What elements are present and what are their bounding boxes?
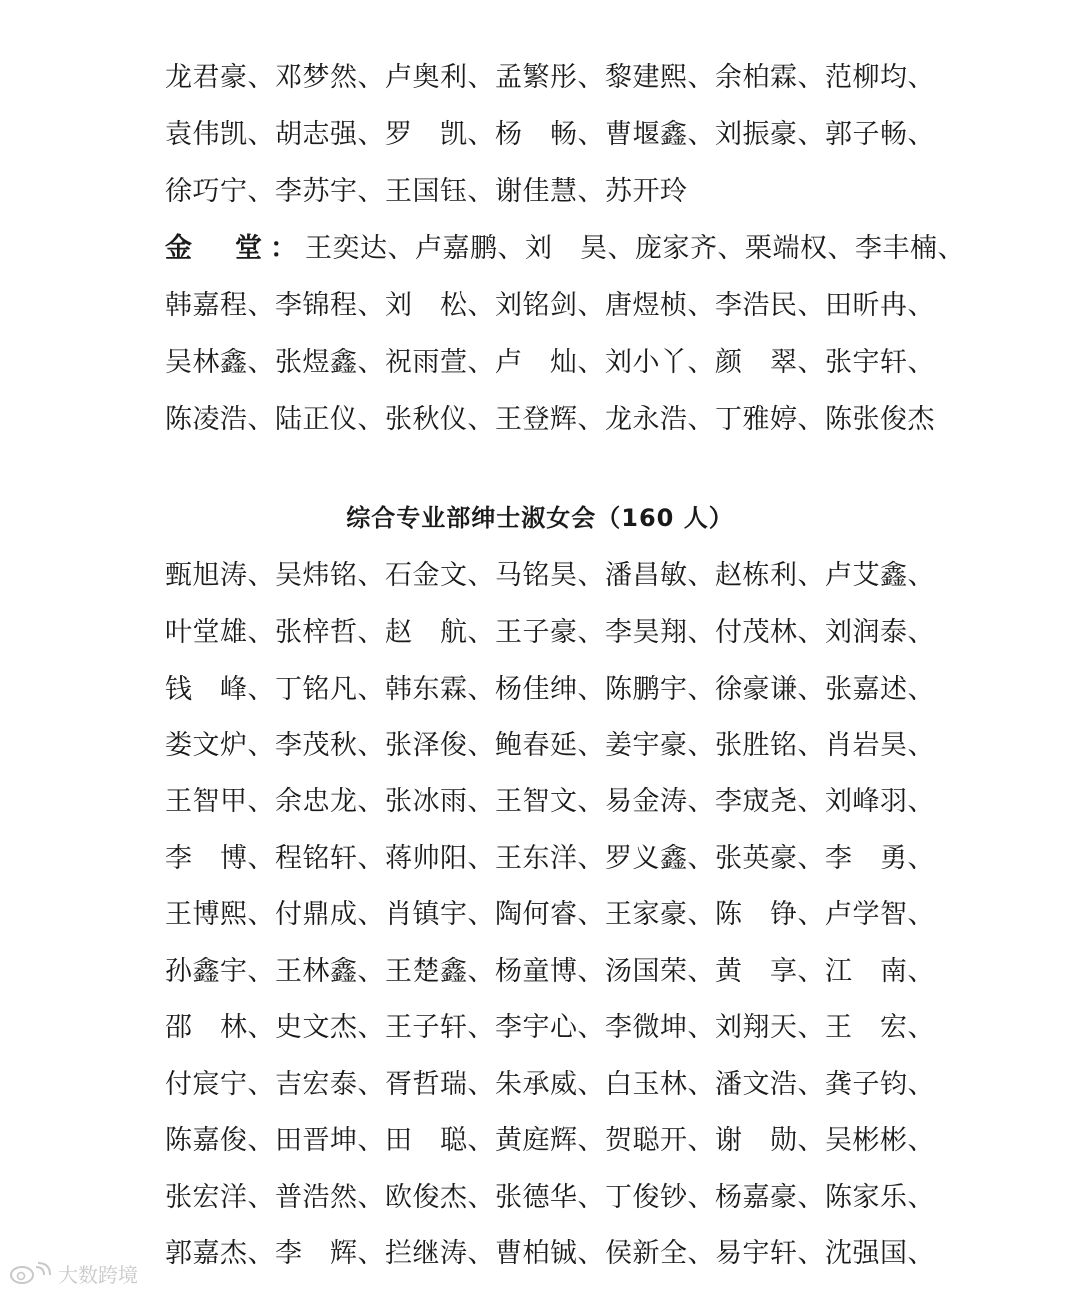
name-list-line: 张宏洋、普浩然、欧俊杰、张德华、丁俊钞、杨嘉豪、陈家乐、 bbox=[165, 1182, 935, 1213]
name-list-line: 王博熙、付鼎成、肖镇宇、陶何睿、王家豪、陈 铮、卢学智、 bbox=[165, 899, 935, 930]
name-list-line: 付宸宁、吉宏泰、胥哲瑞、朱承威、白玉林、潘文浩、龚子钧、 bbox=[165, 1069, 935, 1100]
name-list-line: 袁伟凯、胡志强、罗 凯、杨 畅、曹堰鑫、刘振豪、郭子畅、 bbox=[165, 119, 935, 150]
name-list-line: 吴林鑫、张煜鑫、祝雨萱、卢 灿、刘小丫、颜 翠、张宇轩、 bbox=[165, 347, 935, 378]
name-list-line: 李 博、程铭轩、蒋帅阳、王东洋、罗义鑫、张英豪、李 勇、 bbox=[165, 843, 935, 874]
name-list-line: 陈凌浩、陆正仪、张秋仪、王登辉、龙永浩、丁雅婷、陈张俊杰 bbox=[165, 404, 935, 435]
name-list-text: 王奕达、卢嘉鹏、刘 昊、庞家齐、栗端权、李丰楠、 bbox=[305, 233, 965, 264]
name-list-line: 王智甲、余忠龙、张冰雨、王智文、易金涛、李宬尧、刘峰羽、 bbox=[165, 786, 935, 817]
name-list-line: 甄旭涛、吴炜铭、石金文、马铭昊、潘昌敏、赵栋利、卢艾鑫、 bbox=[165, 560, 935, 591]
weibo-logo-icon bbox=[8, 1261, 52, 1285]
jintang-label: 金 堂： bbox=[165, 233, 305, 264]
name-list-line: 邵 林、史文杰、王子轩、李宇心、李微坤、刘翔天、王 宏、 bbox=[165, 1012, 935, 1043]
name-list-line: 徐巧宁、李苏宇、王国钰、谢佳慧、苏开玲 bbox=[165, 176, 688, 207]
name-list-line: 孙鑫宇、王林鑫、王楚鑫、杨童博、汤国荣、黄 享、江 南、 bbox=[165, 956, 935, 987]
name-list-line: 郭嘉杰、李 辉、拦继涛、曹柏铖、侯新全、易宇轩、沈强国、 bbox=[165, 1238, 935, 1269]
watermark bbox=[8, 1258, 138, 1288]
name-list-line: 龙君豪、邓梦然、卢奥利、孟繁彤、黎建熙、余柏霖、范柳均、 bbox=[165, 62, 935, 93]
jintang-first-line bbox=[165, 229, 965, 269]
watermark-text: 大数跨境 bbox=[58, 1262, 138, 1287]
name-list-line: 陈嘉俊、田晋坤、田 聪、黄庭辉、贺聪开、谢 勋、吴彬彬、 bbox=[165, 1125, 935, 1156]
name-list-line: 娄文炉、李茂秋、张泽俊、鲍春延、姜宇豪、张胜铭、肖岩昊、 bbox=[165, 730, 935, 761]
name-list-line: 钱 峰、丁铭凡、韩东霖、杨佳绅、陈鹏宇、徐豪谦、张嘉述、 bbox=[165, 674, 935, 705]
name-list-line: 韩嘉程、李锦程、刘 松、刘铭剑、唐煜桢、李浩民、田昕冉、 bbox=[165, 290, 935, 321]
section-title: 综合专业部绅士淑女会（160 人） bbox=[346, 504, 734, 532]
name-list-line: 叶堂雄、张梓哲、赵 航、王子豪、李昊翔、付茂林、刘润泰、 bbox=[165, 617, 935, 648]
